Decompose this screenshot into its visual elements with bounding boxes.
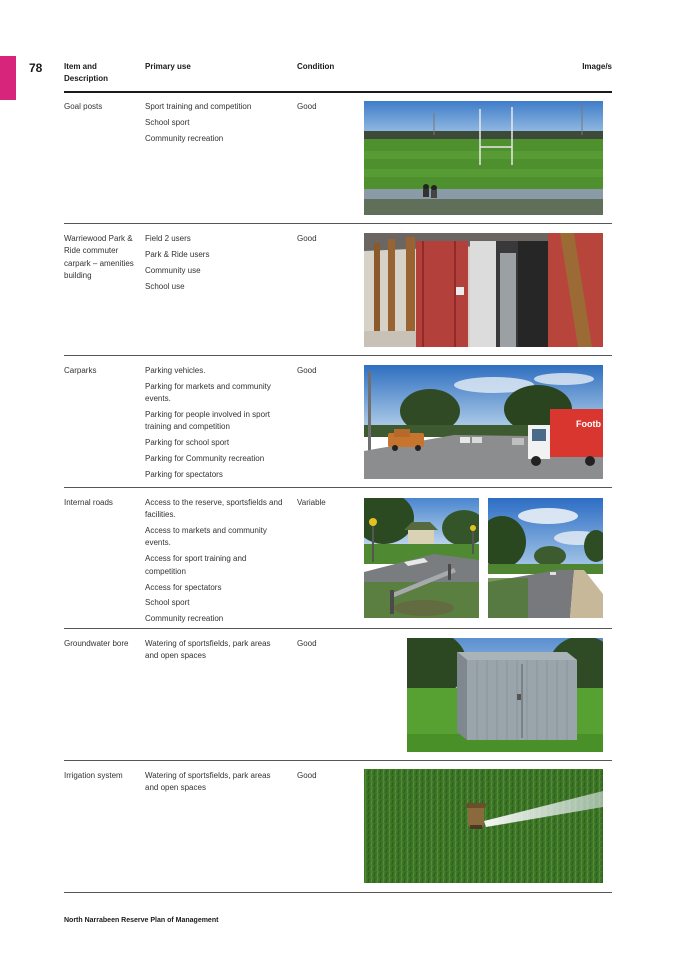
- row-primary-uses: [145, 638, 285, 666]
- carparks-photo: [364, 365, 603, 479]
- row-primary-uses: [145, 101, 285, 149]
- amenities-building-photo: [364, 233, 603, 347]
- page-footer: North Narrabeen Reserve Plan of Management: [64, 917, 219, 924]
- header-images: Image/s: [582, 62, 612, 71]
- truck-sign-text: Footb: [576, 419, 601, 429]
- page-accent-tab: [0, 56, 16, 100]
- goal-posts-photo: [364, 101, 603, 215]
- use-text: Access for spectators: [145, 582, 222, 592]
- row-primary-uses: [145, 770, 285, 798]
- irrigation-system-photo: [364, 769, 603, 883]
- page-number: 78: [29, 61, 43, 75]
- table-row-goal-posts: [64, 92, 612, 224]
- use-text: Community use: [145, 265, 201, 275]
- use-text: School sport: [145, 117, 190, 127]
- table-header: [64, 61, 612, 92]
- row-primary-uses: [145, 497, 285, 629]
- use-text: Community recreation: [145, 133, 224, 143]
- use-text: Field 2 users: [145, 234, 191, 243]
- use-text: Parking for people involved in sport training and competition: [145, 410, 270, 432]
- use-text: Watering of sportsfields, park areas and open spaces: [145, 639, 271, 661]
- row-condition: Good: [297, 366, 317, 375]
- row-item-label: Carparks: [64, 366, 97, 375]
- groundwater-bore-photo: [407, 638, 603, 752]
- table-row-internal-roads: [64, 488, 612, 629]
- header-primary-use: Primary use: [145, 62, 191, 71]
- table-row-carparks: [64, 356, 612, 488]
- table-row-irrigation-system: [64, 761, 612, 893]
- row-item-label: Irrigation system: [64, 771, 123, 780]
- row-primary-uses: [145, 365, 285, 485]
- use-text: Park & Ride users: [145, 249, 210, 259]
- row-condition: Good: [297, 771, 317, 780]
- use-text: School use: [145, 281, 185, 291]
- use-text: Parking for school sport: [145, 438, 230, 448]
- row-item-label: Internal roads: [64, 498, 113, 507]
- use-text: Parking vehicles.: [145, 366, 206, 375]
- internal-road-photo-right: [488, 498, 603, 618]
- row-primary-uses: [145, 233, 285, 297]
- row-divider: [64, 892, 612, 893]
- row-condition: Good: [297, 234, 317, 243]
- row-condition: Good: [297, 102, 317, 111]
- use-text: Parking for Community recreation: [145, 454, 265, 464]
- use-text: School sport: [145, 598, 190, 608]
- use-text: Watering of sportsfields, park areas and open spaces: [145, 771, 271, 793]
- use-text: Parking for spectators: [145, 470, 223, 480]
- row-item-label: Groundwater bore: [64, 639, 129, 648]
- header-item-description: Item and Description: [64, 62, 109, 83]
- use-text: Access for sport training and competition: [145, 554, 247, 576]
- row-condition: Variable: [297, 498, 326, 507]
- use-text: Access to the reserve, sportsfields and facilities.: [145, 498, 283, 520]
- row-item-label: Goal posts: [64, 102, 103, 111]
- use-text: Parking for markets and community events.: [145, 381, 271, 404]
- header-condition: Condition: [297, 62, 335, 71]
- use-text: Access to markets and community events.: [145, 526, 267, 548]
- table-row-groundwater-bore: [64, 629, 612, 761]
- internal-road-photo-left: [364, 498, 479, 618]
- use-text: Community recreation: [145, 614, 224, 624]
- use-text: Sport training and competition: [145, 102, 252, 111]
- row-item-label: Warriewood Park & Ride commuter carpark – amenities building: [64, 234, 134, 280]
- table-row-amenities-building: [64, 224, 612, 356]
- row-condition: Good: [297, 639, 317, 648]
